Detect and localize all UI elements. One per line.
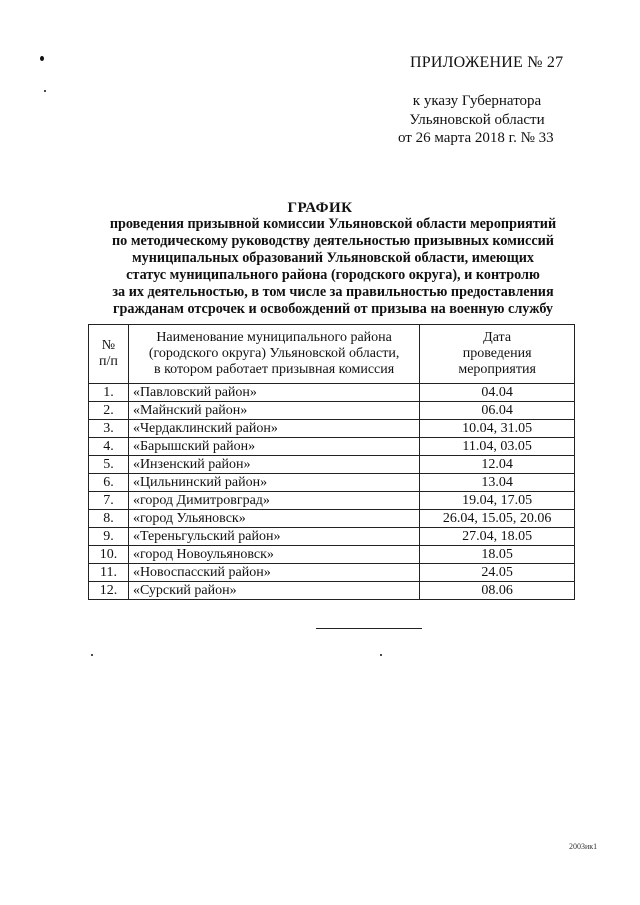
subtitle-line: за их деятельностью, в том числе за правильностью предоставления [112,284,554,300]
row-municipality: «Сурский район» [128,582,419,600]
table-row [89,546,575,564]
row-number: 12. [89,582,129,600]
row-date: 11.04, 03.05 [420,438,575,456]
row-number: 9. [89,528,129,546]
row-date: 19.04, 17.05 [420,492,575,510]
row-municipality: «Барышский район» [128,438,419,456]
row-municipality: «Тереньгульский район» [128,528,419,546]
row-date: 13.04 [420,474,575,492]
row-date: 26.04, 15.05, 20.06 [420,510,575,528]
row-number: 6. [89,474,129,492]
row-date: 06.04 [420,402,575,420]
scan-speck [380,654,382,656]
scan-speck [91,654,93,656]
row-number: 5. [89,456,129,474]
decree-line: Ульяновской области [409,112,545,128]
table-row [89,456,575,474]
table-row [89,438,575,456]
row-municipality: «Майнский район» [128,402,419,420]
row-date: 27.04, 18.05 [420,528,575,546]
table-row [89,492,575,510]
document-code: 2003ик1 [569,842,598,851]
table-row [89,384,575,402]
subtitle-line: по методическому руководству деятельностью призывных комиссий [112,233,554,249]
decree-date: от 26 марта 2018 г. № 33 [398,130,554,146]
table-row [89,402,575,420]
header-number: № п/п [89,325,129,384]
table-row [89,564,575,582]
row-number: 1. [89,384,129,402]
row-date: 04.04 [420,384,575,402]
scan-speck [44,90,46,92]
row-number: 8. [89,510,129,528]
table-row [89,528,575,546]
row-number: 3. [89,420,129,438]
row-municipality: «город Димитровград» [128,492,419,510]
header-municipality: Наименование муниципального района (городского округа) Ульяновской области, в котором работает призывная комиссия [128,325,419,384]
row-municipality: «Цильнинский район» [128,474,419,492]
row-number: 11. [89,564,129,582]
decree-line: к указу Губернатора [412,93,542,109]
subtitle-line: муниципальных образований Ульяновской области, имеющих [132,250,534,266]
appendix-label: ПРИЛОЖЕНИЕ № 27 [410,54,564,71]
row-number: 4. [89,438,129,456]
row-municipality: «город Новоульяновск» [128,546,419,564]
row-number: 7. [89,492,129,510]
closing-separator-line [316,628,422,629]
row-municipality: «Инзенский район» [128,456,419,474]
header-date: Дата проведения мероприятия [420,325,575,384]
schedule-table [88,324,575,600]
row-municipality: «Павловский район» [128,384,419,402]
row-municipality: «Чердаклинский район» [128,420,419,438]
subtitle-line: статус муниципального района (городского округа), и контролю [126,267,540,283]
row-municipality: «город Ульяновск» [128,510,419,528]
scan-speck [40,56,44,61]
row-number: 2. [89,402,129,420]
row-municipality: «Новоспасский район» [128,564,419,582]
row-number: 10. [89,546,129,564]
decree-reference [392,92,562,130]
table-row [89,474,575,492]
row-date: 18.05 [420,546,575,564]
document-title: ГРАФИК [287,200,353,216]
row-date: 12.04 [420,456,575,474]
table-row [89,510,575,528]
document-subtitle [90,216,576,318]
row-date: 10.04, 31.05 [420,420,575,438]
row-date: 08.06 [420,582,575,600]
subtitle-line: проведения призывной комиссии Ульяновской области мероприятий [109,216,557,232]
table-row [89,582,575,600]
table-header-row [89,325,575,384]
subtitle-line: гражданам отсрочек и освобождений от призыва на военную службу [113,301,553,317]
table-row [89,420,575,438]
row-date: 24.05 [420,564,575,582]
